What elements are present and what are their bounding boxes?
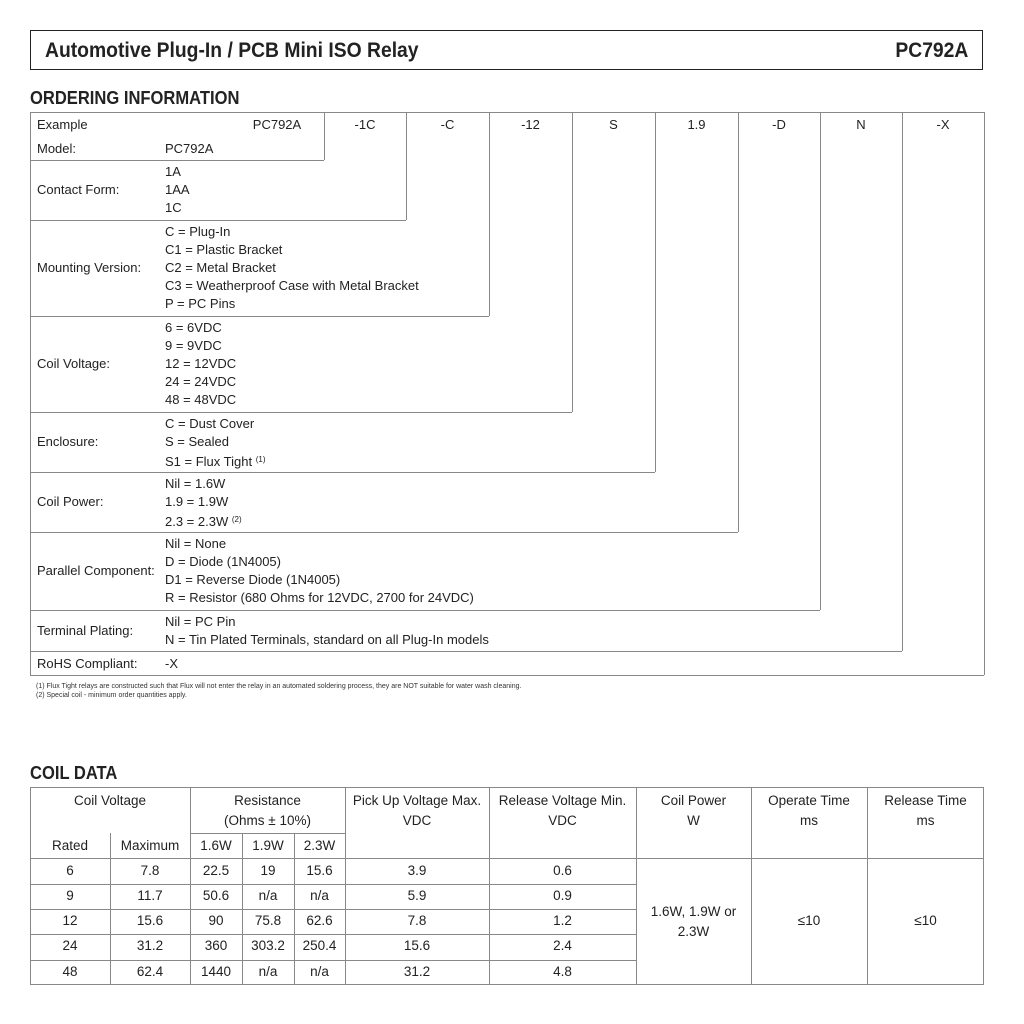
mounting-option: P = PC Pins xyxy=(165,296,236,311)
cell-release: 4.8 xyxy=(553,964,572,979)
cell-res-1-9w: n/a xyxy=(258,964,278,979)
cell-release: 2.4 xyxy=(553,938,572,953)
cell-res-1-9w: 19 xyxy=(260,863,276,878)
parallel-option: D1 = Reverse Diode (1N4005) xyxy=(165,572,341,587)
header-resistance: Resistance xyxy=(234,793,301,808)
parallel-option: D = Diode (1N4005) xyxy=(165,554,281,569)
header-release-time-unit: ms xyxy=(916,813,935,828)
terminal-option: Nil = PC Pin xyxy=(165,614,236,629)
cell-res-1-9w: 75.8 xyxy=(254,913,282,928)
cell-release: 1.2 xyxy=(553,913,572,928)
rohs-label: RoHS Compliant: xyxy=(37,656,138,671)
header-rated: Rated xyxy=(51,838,89,853)
enclosure-option-text: S1 = Flux Tight xyxy=(165,454,253,469)
cell-res-2-3w: n/a xyxy=(310,888,329,903)
coil-power-option: Nil = 1.6W xyxy=(165,476,226,491)
cell-res-2-3w: n/a xyxy=(310,964,329,979)
ordering-section-title: ORDERING INFORMATION xyxy=(30,88,240,108)
example-code: -D xyxy=(772,117,786,132)
coil-voltage-label: Coil Voltage: xyxy=(37,356,110,371)
cell-res-1-6w: 1440 xyxy=(200,964,232,979)
example-code: -X xyxy=(936,117,950,132)
footnote-ref: (2) xyxy=(231,515,242,524)
coil-power-label: Coil Power: xyxy=(37,494,104,509)
header-res-1-9w: 1.9W xyxy=(252,838,284,853)
cell-res-2-3w: 15.6 xyxy=(306,863,333,878)
enclosure-option: C = Dust Cover xyxy=(165,416,255,431)
header-release-time: Release Time xyxy=(884,793,967,808)
terminal-option: N = Tin Plated Terminals, standard on all Plug-In models xyxy=(165,632,489,647)
cell-maximum: 11.7 xyxy=(137,888,163,903)
parallel-option: Nil = None xyxy=(165,536,227,551)
footnote-ref: (1) xyxy=(255,455,266,464)
cell-release: 0.6 xyxy=(553,863,572,878)
cell-res-1-6w: 360 xyxy=(204,938,228,953)
cell-res-2-3w: 62.6 xyxy=(306,913,333,928)
enclosure-option: S = Sealed xyxy=(165,434,229,449)
contact-form-option: 1C xyxy=(165,200,182,215)
release-time-value: ≤10 xyxy=(914,913,937,928)
header-operate-unit: ms xyxy=(800,813,818,828)
header-pickup-unit: VDC xyxy=(402,813,432,828)
example-code: N xyxy=(856,117,866,132)
cell-maximum: 7.8 xyxy=(140,863,160,878)
footnote: (2) Special coil - minimum order quantities apply. xyxy=(36,692,187,699)
operate-time-value: ≤10 xyxy=(797,913,821,928)
part-number: PC792A xyxy=(894,39,968,62)
cell-maximum: 15.6 xyxy=(136,913,164,928)
cell-rated: 9 xyxy=(66,888,74,903)
cell-rated: 24 xyxy=(62,938,78,953)
parallel-option: R = Resistor (680 Ohms for 12VDC, 2700 for 24VDC) xyxy=(165,590,474,605)
terminal-plating-label: Terminal Plating: xyxy=(37,623,134,638)
coil-voltage-option: 6 = 6VDC xyxy=(165,320,222,335)
header-pickup-voltage: Pick Up Voltage Max. xyxy=(352,793,482,808)
cell-res-1-9w: 303.2 xyxy=(251,938,285,953)
header-maximum: Maximum xyxy=(120,838,180,853)
mounting-option: C2 = Metal Bracket xyxy=(165,260,276,275)
model-label: Model: xyxy=(37,141,77,156)
cell-rated: 12 xyxy=(62,913,78,928)
coil-voltage-option: 48 = 48VDC xyxy=(165,392,237,407)
header-coil-power-unit: W xyxy=(687,813,700,828)
cell-rated: 6 xyxy=(66,863,74,878)
coil-voltage-option: 24 = 24VDC xyxy=(165,374,237,389)
example-code: -C xyxy=(440,117,455,132)
header-coil-power: Coil Power xyxy=(660,793,727,808)
cell-release: 0.9 xyxy=(553,888,572,903)
mounting-option: C3 = Weatherproof Case with Metal Bracket xyxy=(165,278,419,293)
model-value: PC792A xyxy=(165,141,214,156)
header-release-unit: VDC xyxy=(548,813,577,828)
cell-pickup: 15.6 xyxy=(403,938,431,953)
coil-voltage-option: 12 = 12VDC xyxy=(165,356,237,371)
cell-maximum: 62.4 xyxy=(136,964,164,979)
contact-form-label: Contact Form: xyxy=(37,182,120,197)
mounting-option: C1 = Plastic Bracket xyxy=(165,242,283,257)
contact-form-option: 1AA xyxy=(165,182,190,197)
header-coil-voltage: Coil Voltage xyxy=(73,793,147,808)
example-code: S xyxy=(609,117,618,132)
cell-res-1-6w: 22.5 xyxy=(202,863,230,878)
mounting-label: Mounting Version: xyxy=(37,260,142,275)
coil-section-title: COIL DATA xyxy=(30,763,118,783)
example-label: Example xyxy=(37,117,88,132)
cell-pickup: 5.9 xyxy=(407,888,427,903)
rohs-value: -X xyxy=(165,656,178,671)
cell-pickup: 7.8 xyxy=(407,913,427,928)
coil-power-option: 1.9 = 1.9W xyxy=(165,494,229,509)
cell-pickup: 3.9 xyxy=(407,863,427,878)
coil-power-value: 1.6W, 1.9W or 2.3W xyxy=(650,904,737,939)
cell-res-2-3w: 250.4 xyxy=(302,938,337,953)
example-code: 1.9 xyxy=(687,117,706,132)
cell-pickup: 31.2 xyxy=(403,964,431,979)
example-code: -12 xyxy=(521,117,540,132)
header-resistance-unit: (Ohms ± 10%) xyxy=(224,813,311,828)
cell-res-1-6w: 50.6 xyxy=(202,888,230,903)
contact-form-option: 1A xyxy=(165,164,181,179)
header-res-2-3w: 2.3W xyxy=(303,838,336,853)
header-release-voltage: Release Voltage Min. xyxy=(498,793,627,808)
coil-power-option-text: 2.3 = 2.3W xyxy=(165,514,229,529)
example-code: PC792A xyxy=(252,117,302,132)
cell-rated: 48 xyxy=(62,964,78,979)
header-res-1-6w: 1.6W xyxy=(200,838,232,853)
mounting-option: C = Plug-In xyxy=(165,224,231,239)
coil-voltage-option: 9 = 9VDC xyxy=(165,338,222,353)
cell-res-1-6w: 90 xyxy=(208,913,224,928)
parallel-component-label: Parallel Component: xyxy=(37,563,155,578)
cell-res-1-9w: n/a xyxy=(258,888,278,903)
footnote: (1) Flux Tight relays are constructed such that Flux will not enter the relay in an automated soldering process, they are NOT suitable for water wash cleaning. xyxy=(36,683,522,690)
header-operate-time: Operate Time xyxy=(768,793,850,808)
cell-maximum: 31.2 xyxy=(136,938,164,953)
enclosure-label: Enclosure: xyxy=(37,434,99,449)
example-code: -1C xyxy=(354,117,376,132)
document-title: Automotive Plug-In / PCB Mini ISO Relay xyxy=(45,39,419,62)
